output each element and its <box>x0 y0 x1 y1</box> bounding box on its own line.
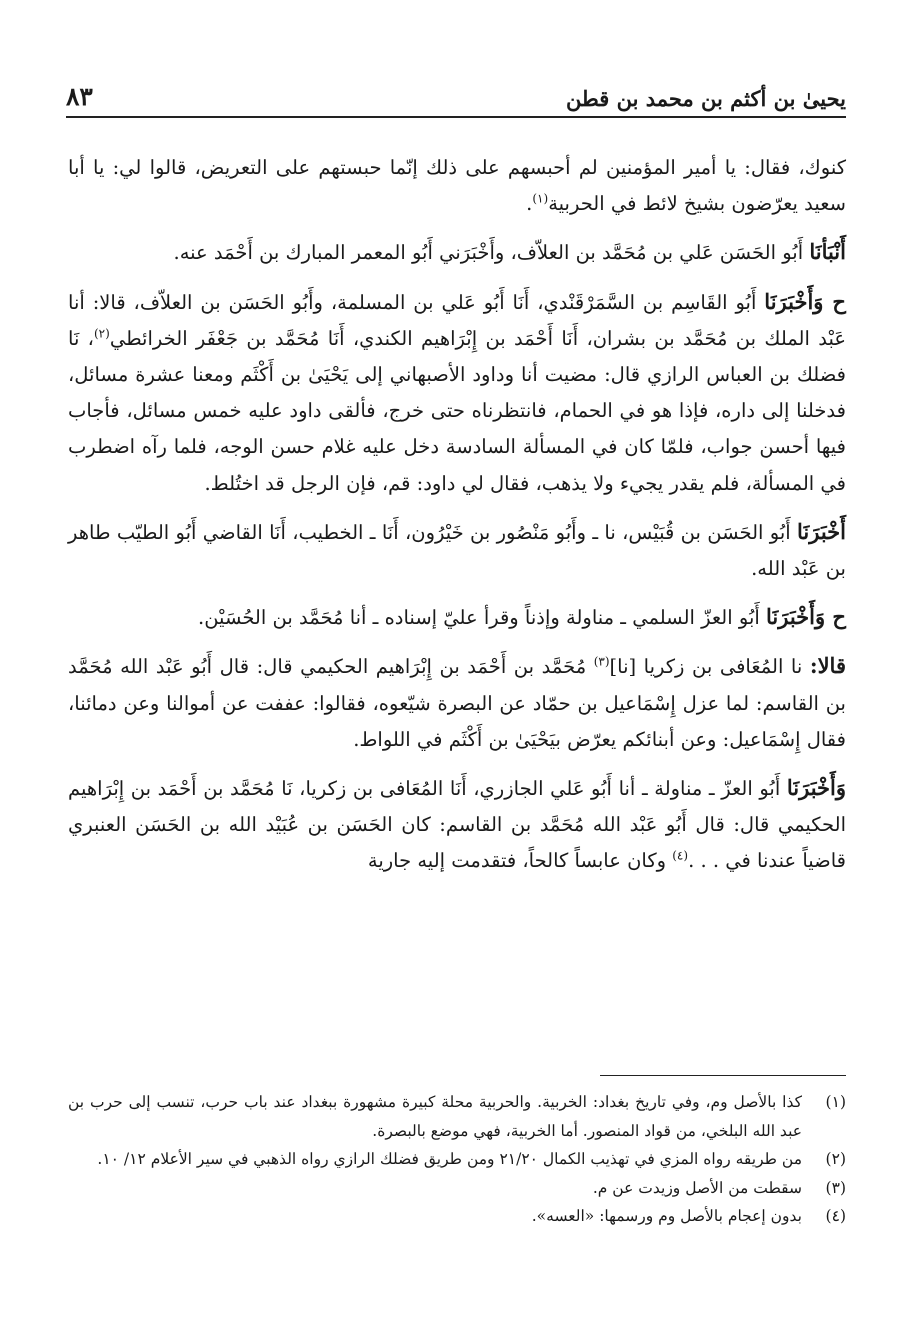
transmission-marker: ح وَأَخْبَرَنَا <box>766 604 846 630</box>
paragraph-text-cont: وكان عابساً كالحاً، فتقدمت إليه جارية <box>367 849 673 873</box>
footnote-number: (٤) <box>825 1207 846 1225</box>
paragraph-text: نا المُعَافى بن زكريا [نا] <box>609 655 803 679</box>
footnote-number: (١) <box>825 1093 846 1111</box>
paragraph-text-cont: مُحَمَّد بن أَحْمَد بن إِبْرَاهيم الحكيمي قال: قال أَبُو عَبْد الله مُحَمَّد بن القاسم: لما عزل إِسْمَاعيل بن حمّاد عن البصرة شيّعوه، فقالوا: عففت عن أموالنا وعن دمائنا، فقال إِسْمَاعيل: وعن أبنائكم يعرّض بيَحْيَىٰ بن أَكْثَم في اللواط. <box>68 655 846 751</box>
footnotes <box>68 1088 846 1231</box>
footnote-ref-4[interactable]: (٤) <box>672 848 689 863</box>
footnote-ref-3[interactable]: (٣) <box>593 654 610 669</box>
footnote-ref-2[interactable]: (٢) <box>93 326 110 341</box>
footnote-number: (٣) <box>825 1178 846 1197</box>
footnote-text: بدون إعجام بالأصل وم ورسمها: «العسه». <box>531 1207 802 1225</box>
paragraph-text: أَبُو الحَسَن عَلي بن مُحَمَّد بن العلاّف، وأَخْبَرَني أَبُو المعمر المبارك بن أَحْمَد عنه. <box>173 241 804 265</box>
paragraph-5 <box>68 599 846 636</box>
footnote-1 <box>68 1088 846 1145</box>
paragraph-text: كنوك، فقال: يا أمير المؤمنين لم أحبسهم على ذلك إنّما حبستهم على التعريض، قالوا لي: يا أبا سعيد يعرّضون بشيخ لائط في الحربية <box>68 156 846 216</box>
paragraph-4 <box>68 514 846 587</box>
transmission-marker: قالا: <box>809 653 846 679</box>
running-title: يحيىٰ بن أكثم بن محمد بن قطن <box>566 86 846 111</box>
footnote-ref-1[interactable]: (١) <box>532 191 549 206</box>
paragraph-text: أَبُو القَاسِم بن السَّمَرْقَنْدي، أَنَا أَبُو عَلي بن المسلمة، وأَبُو الحَسَن بن العلاّف، قالا: أنا عَبْد الملك بن مُحَمَّد بن بشران، أَنَا أَحْمَد بن إِبْرَاهيم الكندي، أَنَا مُحَمَّد بن جَعْفَر الخرائطي <box>68 290 846 350</box>
paragraph-2 <box>68 234 846 271</box>
paragraph-1 <box>68 150 846 222</box>
transmission-marker: وَأَخْبَرَنَا <box>786 775 846 801</box>
paragraph-text: أَبُو العزّ السلمي ـ مناولة وإذناً وقرأ عليّ إسناده ـ أنا مُحَمَّد بن الحُسَيْن. <box>198 606 760 630</box>
transmission-marker: ح وَأَخْبَرَنَا <box>764 288 846 314</box>
paragraph-text: أَبُو العزّ ـ مناولة ـ أنا أَبُو عَلي الجازري، أَنَا المُعَافى بن زكريا، نَا مُحَمَّد بن أَحْمَد بن إِبْرَاهيم الحكيمي قال: قال أَبُو عَبْد الله مُحَمَّد بن القاسم: كان الحَسَن بن عُبَيْد الله بن الحَسَن العنبري قاضياً عندنا في . . . <box>68 777 846 873</box>
paragraph-text-cont: ، نَا فضلك بن العباس الرازي قال: مضيت أنا وداود الأصبهاني إلى يَحْيَىٰ بن أَكْثَم ومعنا عشرة مسائل، فدخلنا إلى داره، فإذا هو في الحمام، فانتظرناه حتى خرج، فألقى داود عليه خمس مسائل، فأجاب فيها أحسن جواب، فلمّا كان في المسألة السادسة دخل عليه غلام حسن الوجه، فلما رآه اضطرب في المسألة، فلم يقدر يجيء ولا يذهب، فقال لي داود: قم، فإن الرجل قد اختُلط. <box>68 326 846 495</box>
footnote-number: (٢) <box>825 1150 846 1168</box>
footnote-4 <box>68 1202 846 1231</box>
running-header <box>66 80 846 118</box>
page-number: ٨٣ <box>66 82 93 111</box>
footnote-text: كذا بالأصل وم، وفي تاريخ بغداد: الخربية. والحربية محلة كبيرة مشهورة ببغداد عند باب حرب، تنسب إلى حرب بن عبد الله البلخي، من قواد المنصور. أما الخربية، فهي موضع بالبصرة. <box>68 1093 802 1140</box>
paragraph-7 <box>68 770 846 880</box>
footnote-separator <box>600 1075 846 1076</box>
footnote-2 <box>68 1145 846 1174</box>
paragraph-end: . <box>526 192 533 216</box>
transmission-marker: أَخْبَرَنَا <box>797 518 846 544</box>
paragraph-6 <box>68 648 846 758</box>
body-text <box>68 150 846 880</box>
paragraph-3 <box>68 284 846 502</box>
transmission-marker: أَنْبَأنَا <box>809 239 846 265</box>
footnote-text: من طريقه رواه المزي في تهذيب الكمال ٢١/٢٠ ومن طريق فضلك الرازي رواه الذهبي في سير الأعلام ١٢/ ١٠. <box>97 1150 802 1168</box>
footnote-text: سقطت من الأصل وزيدت عن م. <box>592 1178 802 1197</box>
paragraph-text: أَبُو الحَسَن بن قُبَيْس، نا ـ وأَبُو مَنْصُور بن خَيْرُون، أَنَا ـ الخطيب، أَنَا القاضي أَبُو الطيّب طاهر بن عَبْد الله. <box>68 520 846 581</box>
footnote-3 <box>68 1174 846 1203</box>
